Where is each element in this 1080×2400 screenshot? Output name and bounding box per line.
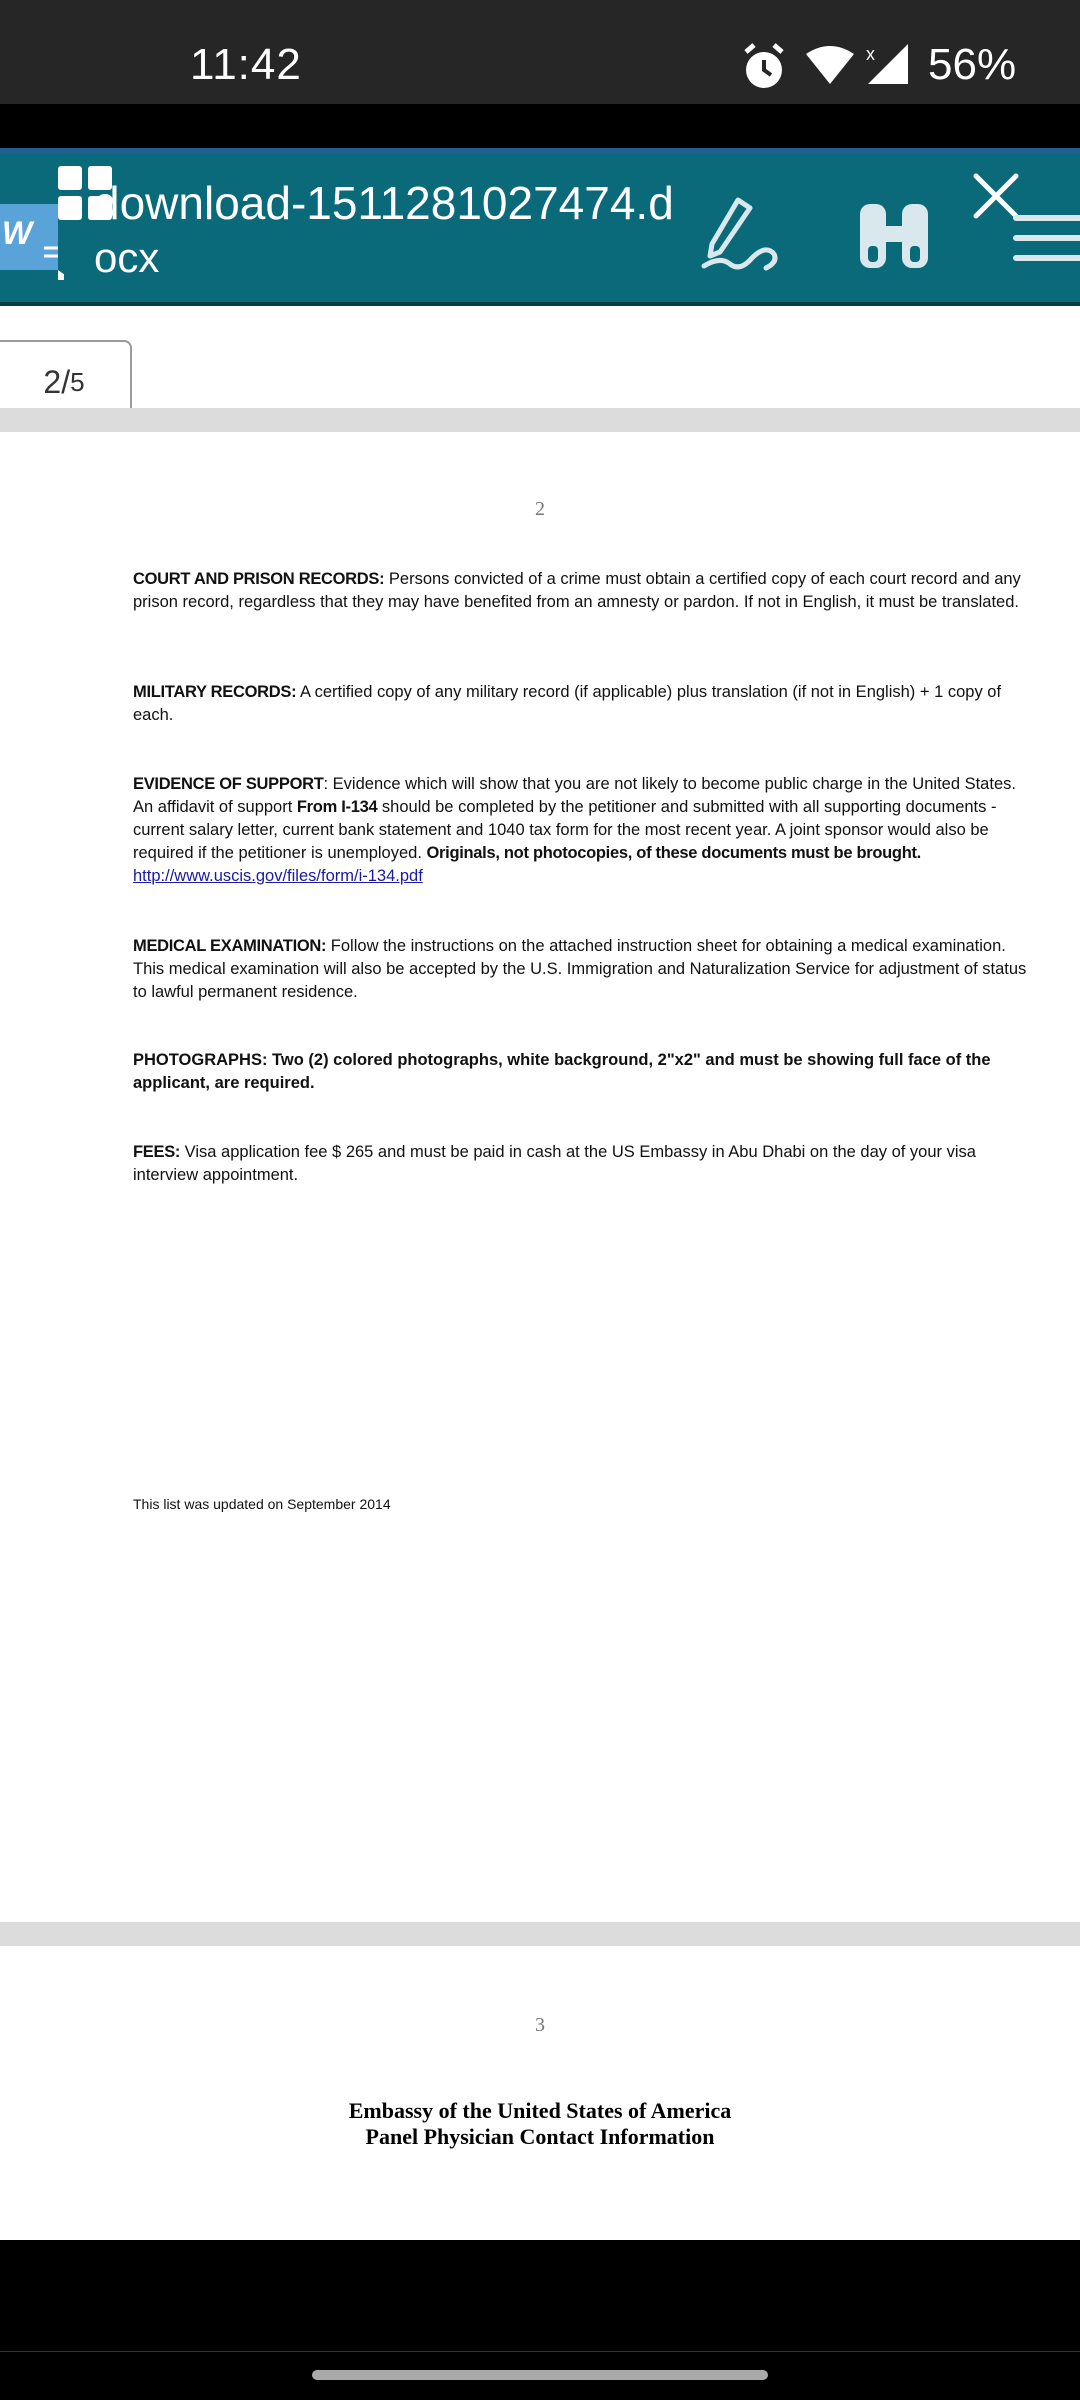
document-title-continued: ocx: [94, 234, 160, 281]
page-separator: [0, 408, 1080, 432]
evidence-of-support-text-2: should be completed by the petitioner and submitted with all supporting documents - current salary letter, current bank statement and 1040 tax form for the most recent year. A joint sponsor would also be required if the petitioner is unemployed.: [133, 798, 997, 862]
alarm-icon: [746, 45, 782, 88]
panel-physician-heading: Panel Physician Contact Information: [365, 2124, 715, 2149]
fees-paragraph: [133, 1141, 1033, 1187]
updated-note: This list was updated on September 2014: [133, 1496, 391, 1512]
page-number: 3: [535, 2014, 545, 2036]
status-clock: 11:42: [190, 40, 302, 89]
military-records-paragraph: [133, 681, 1033, 727]
document-viewport[interactable]: [0, 306, 1080, 2240]
medical-examination-label: MEDICAL EXAMINATION:: [133, 937, 327, 955]
embassy-heading: Embassy of the United States of America: [348, 2098, 732, 2123]
page-indicator-current: 2/: [43, 363, 71, 400]
battery-percent: 56%: [928, 40, 1017, 89]
medical-examination-paragraph: [133, 935, 1033, 1004]
court-records-paragraph: [133, 568, 1033, 614]
evidence-of-support-text: : Evidence which will show that you are not likely to become public charge in the United States. An affidavit of support: [133, 775, 1016, 816]
top-band: [0, 104, 1080, 148]
page-indicator-total: 5: [70, 366, 85, 397]
wifi-icon: [806, 46, 854, 84]
uscis-form-link[interactable]: http://www.uscis.gov/files/form/i-134.pdf: [133, 867, 423, 885]
military-records-label: MILITARY RECORDS:: [133, 683, 297, 701]
status-icons: [740, 40, 920, 96]
binoculars-search-icon[interactable]: [856, 198, 932, 274]
app-toolbar: [0, 148, 1080, 306]
menu-icon[interactable]: [1010, 204, 1080, 274]
evidence-of-support-label: EVIDENCE OF SUPPORT: [133, 775, 324, 793]
evidence-of-support-paragraph: [133, 773, 1033, 888]
navigation-bar: [0, 2240, 1080, 2400]
fees-text: Visa application fee $ 265 and must be paid in cash at the US Embassy in Abu Dhabi on the day of your visa interview appointment.: [133, 1143, 976, 1184]
medical-examination-text: Follow the instructions on the attached instruction sheet for obtaining a medical examination. This medical examination will also be accepted by the U.S. Immigration and Naturalization Service for adjustment of status to lawful permanent residence.: [133, 937, 1027, 1001]
form-i134-label: From I-134: [296, 798, 378, 816]
svg-text:W: W: [2, 215, 33, 251]
pen-signature-icon[interactable]: [696, 194, 780, 278]
court-records-label: COURT AND PRISON RECORDS:: [133, 570, 385, 588]
signal-icon: [866, 44, 908, 84]
originals-note: Originals, not photocopies, of these documents must be brought.: [426, 844, 921, 862]
word-doc-icon[interactable]: [0, 204, 64, 280]
home-gesture-handle[interactable]: [312, 2370, 768, 2380]
svg-text:x: x: [866, 44, 875, 64]
document-title: download-1511281027474.d: [94, 177, 674, 229]
photographs-paragraph: PHOTOGRAPHS: Two (2) colored photographs, white background, 2"x2" and must be showing full face of the applicant, are required.: [133, 1051, 991, 1092]
page-separator: [0, 1922, 1080, 1946]
military-records-text: A certified copy of any military record (if applicable) plus translation (if not in English) + 1 copy of each.: [133, 683, 1002, 724]
navbar-divider: [0, 2351, 1080, 2352]
fees-label: FEES:: [133, 1143, 181, 1161]
court-records-text: Persons convicted of a crime must obtain a certified copy of each court record and any prison record, regardless that they may have benefited from an amnesty or pardon. If not in English, it must be translated.: [133, 570, 1021, 611]
page-number: 2: [535, 498, 545, 520]
status-bar: [0, 0, 1080, 104]
